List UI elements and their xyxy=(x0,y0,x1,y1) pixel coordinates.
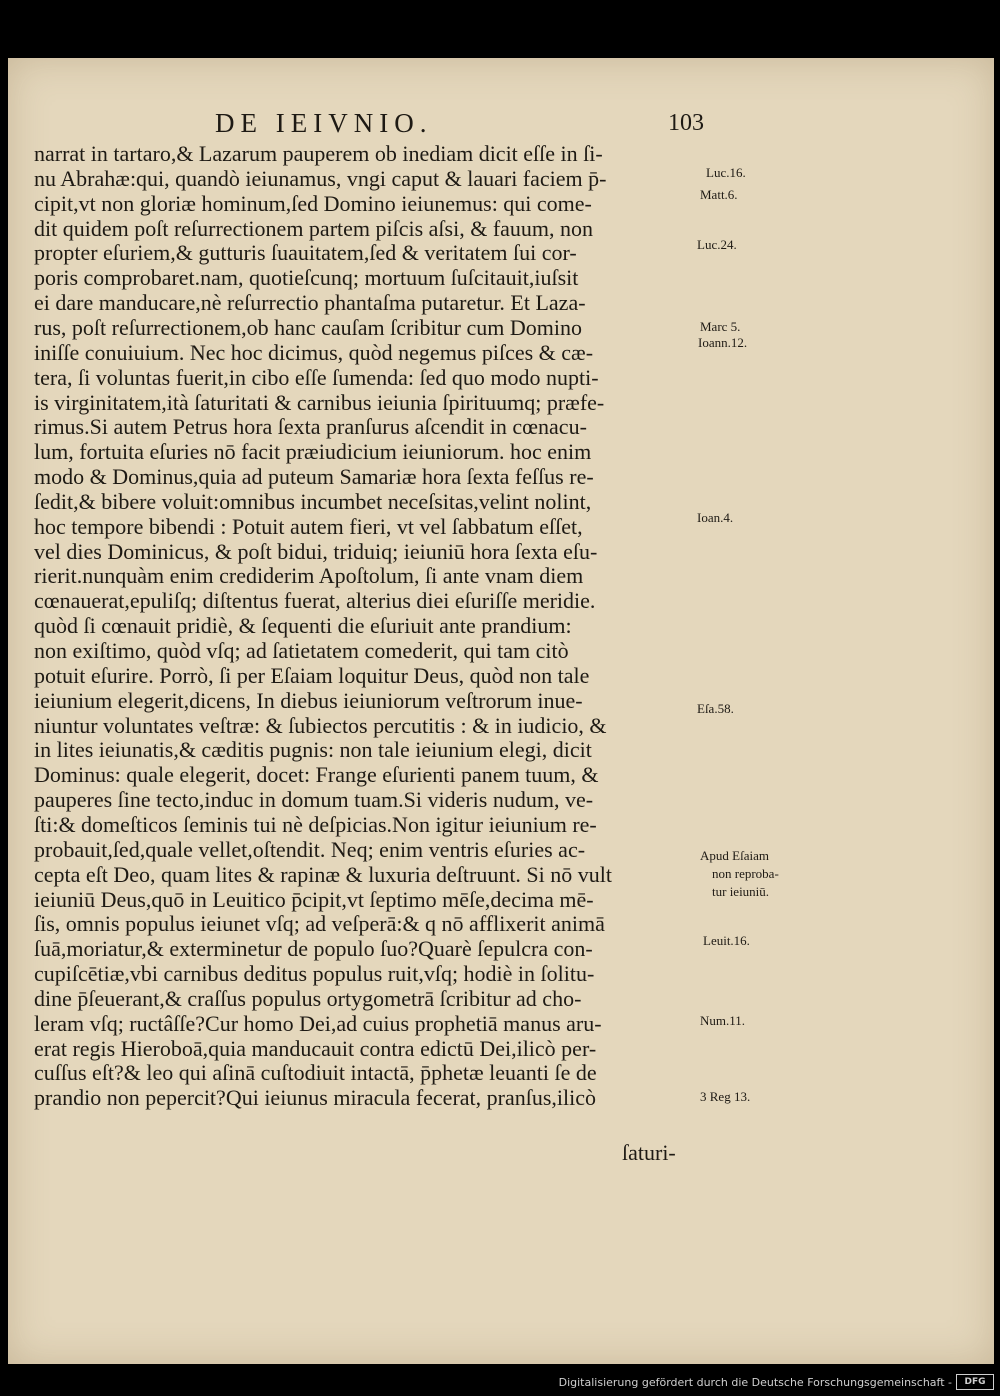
text-line: rus, poſt reſurrectionem,ob hanc cauſam ſcribitur cum Domino xyxy=(34,315,583,340)
text-line: in lites ieiunatis,& cæditis pugnis: non tale ieiunium elegi, dicit xyxy=(34,737,592,762)
text-line: nu Abrahæ:qui, quandò ieiunamus, vngi caput & lauari faciem p̄- xyxy=(34,166,607,191)
margin-note: Ioan.4. xyxy=(697,510,734,525)
text-line: rimus.Si autem Petrus hora ſexta pranſurus aſcendit in cœnacu- xyxy=(34,414,587,439)
text-line: dit quidem poſt reſurrectionem partem piſcis aſsi, & fauum, non xyxy=(34,216,594,241)
text-line: cepta eſt Deo, quam lites & rapinæ & luxuria deſtruunt. Si nō vult xyxy=(34,862,613,887)
text-line: non exiſtimo, quòd vſq; ad ſatietatem comederit, qui tam citò xyxy=(34,638,569,663)
text-line: probauit,ſed,quale vellet,oſtendit. Neq; enim ventris eſuries ac- xyxy=(34,837,586,862)
text-line: iniſſe conuiuium. Nec hoc dicimus, quòd negemus piſces & cæ- xyxy=(34,340,594,365)
text-line: erat regis Hieroboā,quia manducauit contra edictū Dei,ilicò per- xyxy=(34,1036,597,1061)
text-line: modo & Dominus,quia ad puteum Samariæ hora ſexta feſſus re- xyxy=(34,464,594,489)
margin-note: Luc.16. xyxy=(706,165,746,180)
margin-note: Luc.24. xyxy=(697,237,737,252)
text-line: cupiſcētiæ,vbi carnibus deditus populus ruit,vſq; hodiè in ſolitu- xyxy=(34,961,595,986)
text-line: dine p̄ſeuerant,& craſſus populus ortygometrā ſcribitur ad cho- xyxy=(34,986,582,1011)
text-line: rierit.nunquàm enim crediderim Apoſtolum, ſi ante vnam diem xyxy=(34,563,584,588)
text-line: is virginitatem,ità ſaturitati & carnibus ieiunia ſpirituumq; præfe- xyxy=(34,390,605,415)
margin-note: Marc 5. xyxy=(700,319,741,334)
text-line: quòd ſi cœnauit pridiè, & ſequenti die eſuriuit ante prandium: xyxy=(34,613,572,638)
margin-note: Num.11. xyxy=(700,1013,746,1028)
margin-note: non reproba- xyxy=(712,866,779,881)
text-line: vel dies Dominicus, & poſt bidui, triduiq; ieiuniū hora ſexta eſu- xyxy=(34,539,598,564)
page-heading: DE IEIVNIO. xyxy=(215,108,433,138)
dfg-logo-icon: DFG xyxy=(956,1374,994,1390)
text-line: pauperes ſine tecto,induc in domum tuam.Si videris nudum, ve- xyxy=(34,787,594,812)
margin-note: 3 Reg 13. xyxy=(700,1089,751,1104)
text-line: propter eſuriem,& gutturis ſuauitatem,ſed & veritatem ſui cor- xyxy=(34,240,577,265)
text-line: prandio non pepercit?Qui ieiunus miracula fecerat, pranſus,ilicò xyxy=(34,1085,597,1110)
text-line: tera, ſi voluntas fuerit,in cibo eſſe ſumenda: ſed quo modo nupti- xyxy=(34,365,599,390)
footer-credit: Digitalisierung gefördert durch die Deutsche Forschungsgemeinschaft - xyxy=(558,1376,952,1389)
text-line: cuſſus eſt?& leo qui aſinā cuſtodiuit intactā, p̄phetæ leuanti ſe de xyxy=(34,1060,597,1085)
page-number: 103 xyxy=(668,110,704,136)
text-line: ieiuniū Deus,quō in Leuitico p̄cipit,vt ſeptimo mēſe,decima mē- xyxy=(34,887,594,912)
text-line: cœnauerat,epuliſq; diſtentus fuerat, alterius diei eſuriſſe meridie. xyxy=(34,588,596,613)
text-line: ſti:& domeſticos ſeminis tui nè deſpicias.Non igitur ieiunium re- xyxy=(34,812,597,837)
text-line: potuit eſurire. Porrò, ſi per Eſaiam loquitur Deus, quòd non tale xyxy=(34,663,590,688)
text-line: cipit,vt non gloriæ hominum,ſed Domino ieiunemus: qui come- xyxy=(34,191,592,216)
text-line: niuntur voluntates veſtræ: & ſubiectos percutitis : & in iudicio, & xyxy=(34,713,607,738)
margin-note: Ioann.12. xyxy=(698,335,748,350)
margin-note: Matt.6. xyxy=(700,187,738,202)
text-line: narrat in tartaro,& Lazarum pauperem ob inediam dicit eſſe in ſi- xyxy=(34,141,603,166)
text-line: Dominus: quale elegerit, docet: Frange eſurienti panem tuum, & xyxy=(34,762,599,787)
footer-bar xyxy=(0,1364,1000,1396)
text-line: leram vſq; ructâſſe?Cur homo Dei,ad cuius prophetiā manus aru- xyxy=(34,1011,602,1036)
text-line: hoc tempore bibendi : Potuit autem fieri, vt vel ſabbatum eſſet, xyxy=(34,514,583,539)
text-line: ſedit,& bibere voluit:omnibus incumbet neceſsitas,velint nolint, xyxy=(34,489,592,514)
margin-note: Eſa.58. xyxy=(697,701,734,716)
text-line: ſuā,moriatur,& exterminetur de populo ſuo?Quarè ſepulcra con- xyxy=(34,936,593,961)
text-line: lum, fortuita eſuries nō facit præiudicium ieiuniorum. hoc enim xyxy=(34,439,592,464)
catchword: ſaturi- xyxy=(622,1140,676,1165)
margin-note: tur ieiuniū. xyxy=(712,884,770,899)
margin-note: Apud Eſaiam xyxy=(700,848,769,863)
margin-note: Leuit.16. xyxy=(703,933,750,948)
text-line: ſis, omnis populus ieiunet vſq; ad veſperā:& q nō afflixerit animā xyxy=(34,911,605,936)
text-line: poris comprobaret.nam, quotieſcunq; mortuum ſuſcitauit,iuſsit xyxy=(34,265,579,290)
text-line: ieiunium elegerit,dicens, In diebus ieiuniorum veſtrorum inue- xyxy=(34,688,583,713)
text-line: ei dare manducare,nè reſurrectio phantaſma putaretur. Et Laza- xyxy=(34,290,586,315)
